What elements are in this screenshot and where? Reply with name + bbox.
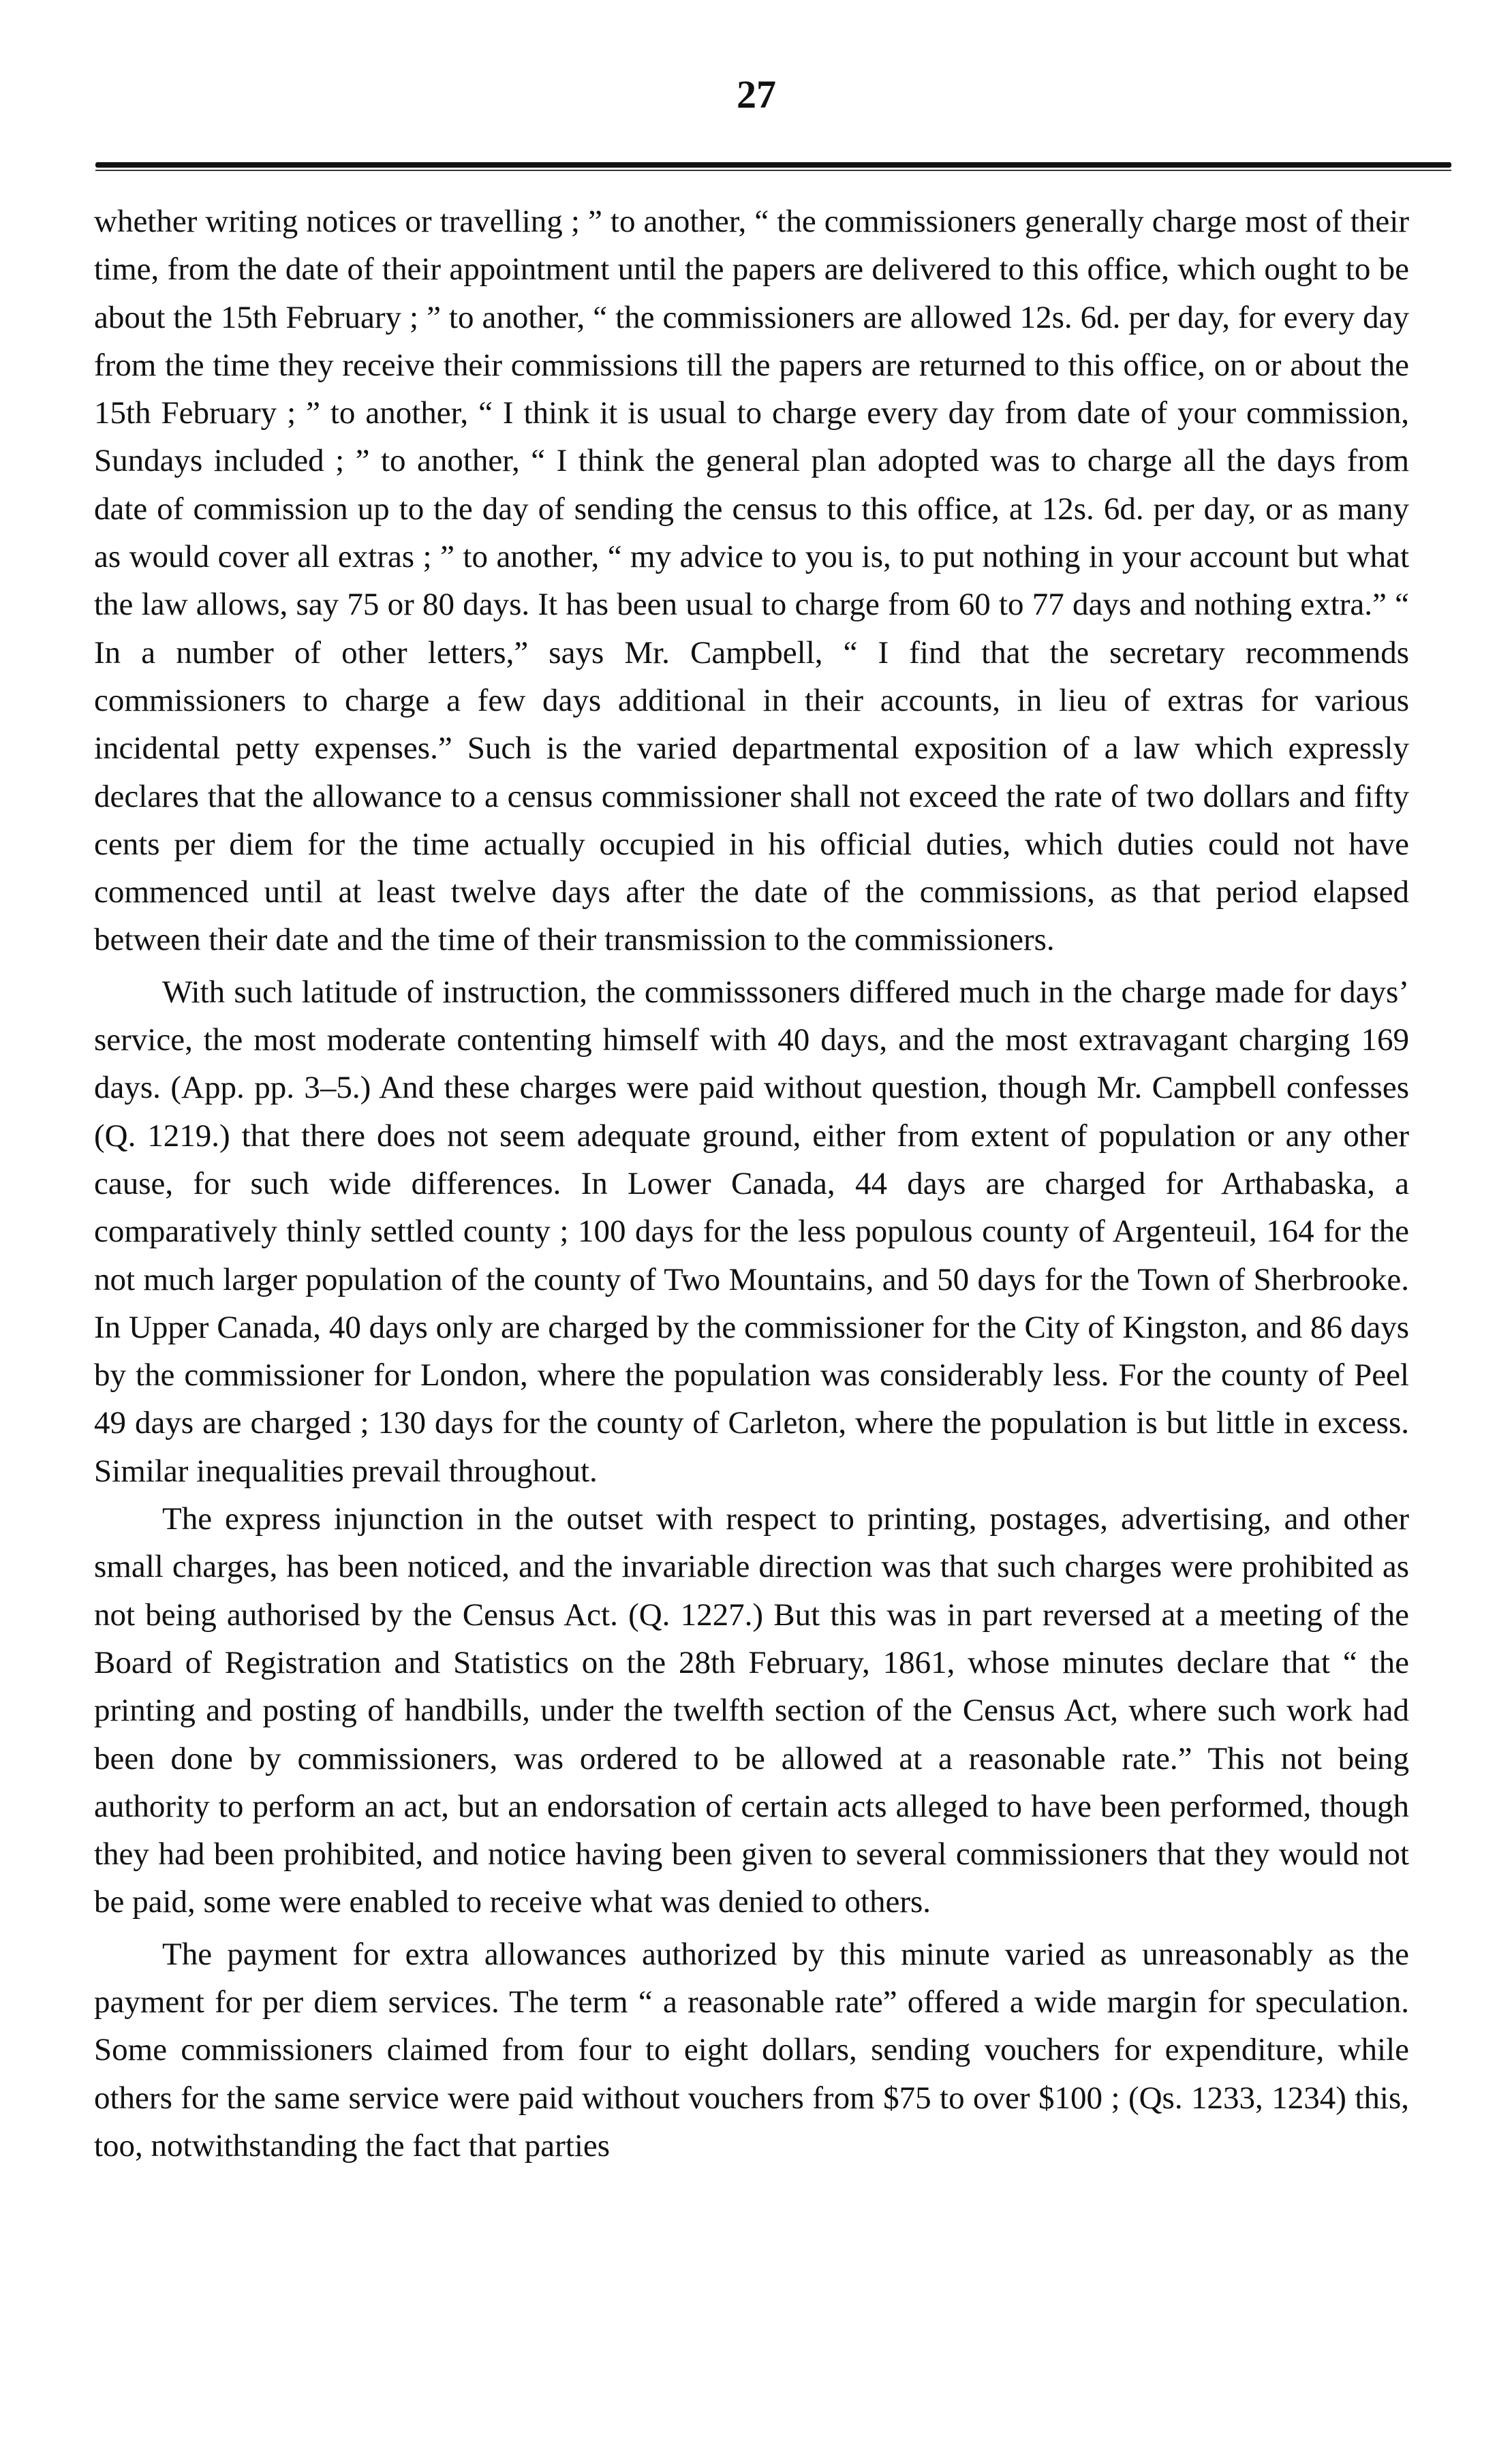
paragraph: The payment for extra allowances authorized by this minute varied as unreasonably as the payment for per diem services. The term “ a reasonable rate” offered a wide margin for speculation. Some commissioners claimed from four to eight dollars, sending vouchers for expenditure, while others for the same service were paid without vouchers from $75 to over $100 ; (Qs. 1233, 1234) this, too, notwithstanding the fact that parties (94, 1936, 1409, 2164)
paragraph: With such latitude of instruction, the commisssoners differed much in the charge made for days’ service, the most moderate contenting himself with 40 days, and the most extravagant charging 169 days. (App. pp. 3–5.) And these charges were paid without question, though Mr. Campbell confesses (Q. 1219.) that there does not seem adequate ground, either from extent of population or any other cause, for such wide differences. In Lower Canada, 44 days are charged for Arthabaska, a comparatively thinly settled county ; 100 days for the less populous county of Argenteuil, 164 for the not much larger population of the county of Two Mountains, and 50 days for the Town of Sherbrooke. In Upper Canada, 40 days only are charged by the commissioner for the City of Kingston, and 86 days by the commissioner for London, where the population was considerably less. For the county of Peel 49 days are charged ; 130 days for the county of Carleton, where the population is but little in excess. Similar inequalities prevail throughout. (94, 974, 1409, 1489)
header-rule (95, 162, 1451, 172)
page-number: 27 (737, 72, 776, 117)
header-rule-thick-line (95, 162, 1451, 168)
body-text (94, 198, 1409, 2170)
paragraph: whether writing notices or travelling ; ” to another, “ the commissioners generally charge most of their time, from the date of their appointment until the papers are delivered to this office, which ought to be about the 15th February ; ” to another, “ the commissioners are allowed 12s. 6d. per day, for every day from the time they receive their commissions till the papers are returned to this office, on or about the 15th February ; ” to another, “ I think it is usual to charge every day from date of your commission, Sundays included ; ” to another, “ I think the general plan adopted was to charge all the days from date of commission up to the day of sending the census to this office, at 12s. 6d. per day, or as many as would cover all extras ; ” to another, “ my advice to you is, to put nothing in your account but what the law allows, say 75 or 80 days. It has been usual to charge from 60 to 77 days and nothing extra.” “ In a number of other letters,” says Mr. Campbell, “ I find that the secretary recommends commissioners to charge a few days additional in their accounts, in lieu of extras for various incidental petty expenses.” Such is the varied departmental exposition of a law which expressly declares that the allowance to a census commissioner shall not exceed the rate of two dollars and fifty cents per diem for the time actually occupied in his official duties, which duties could not have commenced until at least twelve days after the date of the commissions, as that period elapsed between their date and the time of their transmission to the commissioners. (94, 204, 1409, 958)
header-rule-thin-line (95, 170, 1451, 171)
paragraph: The express injunction in the outset with respect to printing, postages, advertising, and other small charges, has been noticed, and the invariable direction was that such charges were prohibited as not being authorised by the Census Act. (Q. 1227.) But this was in part reversed at a meeting of the Board of Registration and Statistics on the 28th February, 1861, whose minutes declare that “ the printing and posting of handbills, under the twelfth section of the Census Act, where such work had been done by commissioners, was ordered to be allowed at a reasonable rate.” This not being authority to perform an act, but an endorsation of certain acts alleged to have been performed, though they had been prohibited, and notice having been given to several commissioners that they would not be paid, some were enabled to receive what was denied to others. (94, 1501, 1409, 1920)
